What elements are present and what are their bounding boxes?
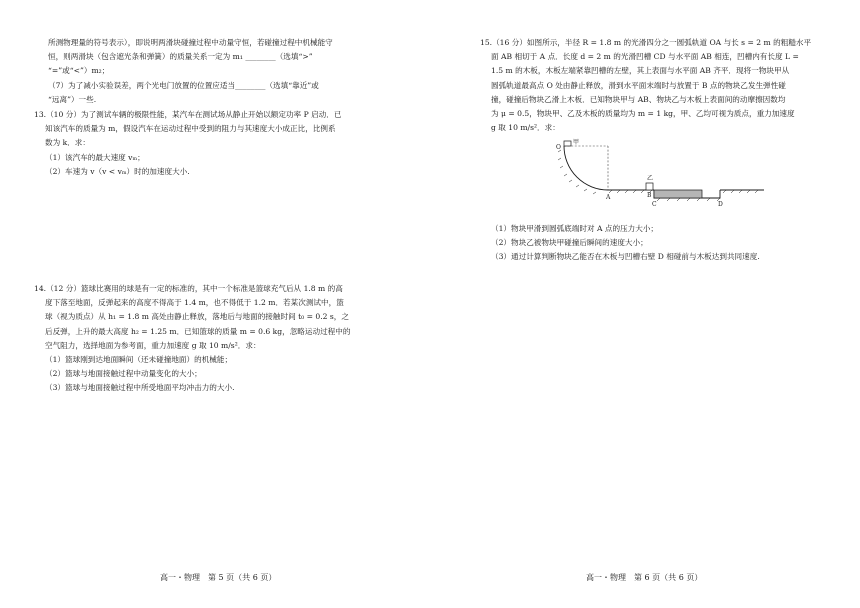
label-jia: 甲	[573, 139, 580, 146]
arc-track	[564, 146, 608, 190]
question-13	[34, 108, 341, 179]
page-6	[430, 0, 860, 608]
text-line: 圆弧轨道最高点 O 处由静止释放，滑到水平面末端时与放置于 B 点的物块乙发生弹性碰	[491, 80, 786, 90]
label-a: A	[606, 194, 611, 201]
text-line: 后反弹，上升的最大高度 h₂ = 1.25 m．已知篮球的质量 m = 0.6 kg，忽略运动过程中的	[45, 326, 351, 336]
text-line: （7）为了减小实验误差，两个光电门放置的位置应适当________（选填“靠近”或	[48, 80, 319, 90]
text-line: 撞，碰撞后物块乙滑上木板．已知物块甲与 AB、物块乙与木板上表面间的动摩擦因数均	[491, 94, 786, 104]
block-yi	[646, 183, 653, 190]
question-13-part-2: （2）车速为 v（v < vₘ）时的加速度大小.	[45, 166, 190, 176]
question-15	[480, 36, 811, 135]
text-line: 知该汽车的质量为 m，假设汽车在运动过程中受到的阻力与其速度大小成正比，比例系	[45, 124, 336, 134]
track-diagram	[550, 136, 770, 212]
text-line: 面 AB 相切于 A 点．长度 d = 2 m 的光滑凹槽 CD 与水平面 AB 相连，凹槽内有长度 L =	[491, 52, 799, 62]
text-line: “=”或“<”）m₂；	[48, 66, 110, 76]
question-15-subquestions	[480, 222, 760, 265]
label-d: D	[718, 201, 723, 208]
text-line: 所测物理量的符号表示），即说明两滑块碰撞过程中动量守恒，若碰撞过程中机械能守	[48, 38, 333, 47]
text-line: 1.5 m 的木板，木板左端紧靠凹槽的左壁，其上表面与水平面 AB 齐平．现将一物块甲从	[491, 66, 790, 76]
question-13-part-1: （1）该汽车的最大速度 vₘ；	[45, 152, 145, 162]
page-footer: 高一・物理 第 5 页（共 6 页）	[160, 573, 277, 582]
question-12-continuation	[48, 36, 333, 107]
question-15-part-3: （3）通过计算判断物块乙能否在木板与凹槽右壁 D 相碰前与木板达到共同速度.	[491, 252, 760, 262]
question-15-stem: 15.（16 分）如图所示，半径 R = 1.8 m 的光滑四分之一圆弧轨道 OA 与长 s = 2 m 的粗糙水平	[480, 38, 812, 47]
question-14-part-1: （1）篮球刚到达地面瞬间（还未碰撞地面）的机械能；	[45, 355, 233, 365]
block-jia	[564, 141, 571, 146]
question-15-part-1: （1）物块甲滑到圆弧底端时对 A 点的压力大小；	[491, 224, 659, 233]
label-c: C	[652, 201, 657, 208]
question-14-part-3: （3）篮球与地面接触过程中所受地面平均冲击力的大小.	[45, 383, 235, 393]
question-14-part-2: （2）篮球与地面接触过程中动量变化的大小；	[45, 369, 202, 379]
question-15-part-2: （2）物块乙被物块甲碰撞后瞬间的速度大小；	[491, 238, 648, 248]
question-14-stem: 14.（12 分）篮球比赛用的球是有一定的标准的，其中一个标准是篮球充气后从 1.8 m 的高	[34, 284, 343, 293]
text-line: 空气阻力，选择地面为参考面，重力加速度 g 取 10 m/s²．求：	[45, 340, 261, 350]
text-line: “远离”）一些.	[48, 94, 97, 104]
page-footer: 高一・物理 第 6 页（共 6 页）	[586, 573, 703, 582]
plank	[654, 190, 702, 198]
text-line: 数为 k．求：	[45, 138, 90, 148]
question-14	[34, 282, 350, 396]
arc-hatching	[558, 150, 596, 194]
label-b: B	[647, 192, 652, 199]
question-13-stem: 13.（10 分）为了测试车辆的极限性能，某汽车在测试场从静止开始以额定功率 P 启动．已	[34, 110, 342, 119]
text-line: 球（视为质点）从 h₁ = 1.8 m 高处由静止释放，落地后与地面的接触时间 t₀ = 0.2 s，之	[45, 312, 349, 322]
text-line: 恒，则两滑块（包含遮光条和弹簧）的质量关系一定为 m₁ ________（选填“>”	[48, 52, 313, 62]
text-line: 为 μ = 0.5，物块甲、乙及木板的质量均为 m = 1 kg，甲、乙均可视为质点，重力加速度	[491, 109, 795, 119]
label-yi: 乙	[647, 175, 654, 182]
text-line: 度下落至地面，反弹起来的高度不得高于 1.4 m，也不得低于 1.2 m．若某次测试中，篮	[45, 298, 344, 308]
text-line: g 取 10 m/s²．求：	[491, 123, 560, 133]
label-o: O	[556, 144, 561, 151]
